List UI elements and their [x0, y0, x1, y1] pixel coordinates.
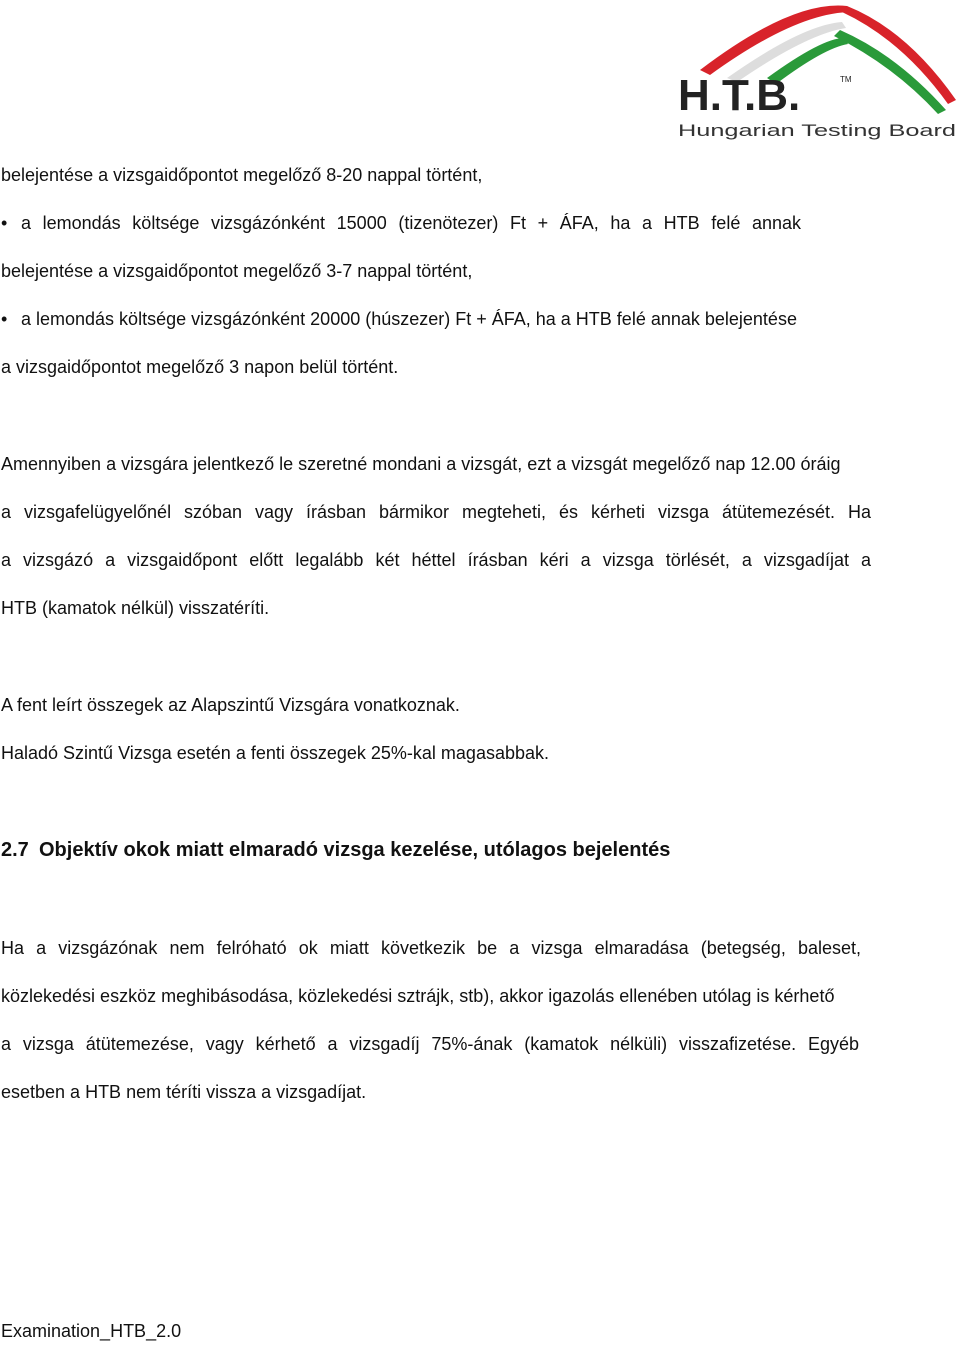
text-line: a vizsgaidőpontot megelőző 3 napon belül történt.	[1, 357, 399, 377]
bullet-icon: •	[1, 309, 8, 329]
page-footer: Examination_HTB_2.0	[1, 1321, 182, 1341]
text-line: belejentése a vizsgaidőpontot megelőző 3-7 nappal történt,	[1, 261, 473, 281]
paragraph-line: a vizsgafelügyelőnél szóban vagy írásban bármikor megteheti, és kérheti vizsga átütemezését. Ha	[1, 502, 871, 522]
section-heading	[1, 839, 670, 861]
list-item-text: a lemondás költsége vizsgázónként 15000 (tizenötezer) Ft + ÁFA, ha a HTB felé annak	[21, 213, 801, 233]
paragraph-line: HTB (kamatok nélkül) visszatéríti.	[1, 598, 270, 618]
bullet-icon: •	[1, 213, 8, 233]
list-item-text: a lemondás költsége vizsgázónként 20000 (húszezer) Ft + ÁFA, ha a HTB felé annak belejentése	[21, 309, 797, 329]
text-line: belejentése a vizsgaidőpontot megelőző 8-20 nappal történt,	[1, 165, 483, 185]
logo-subtitle: Hungarian Testing Board	[678, 121, 956, 140]
paragraph-line: A fent leírt összegek az Alapszintű Vizsgára vonatkoznak.	[1, 695, 460, 715]
htb-logo-graphic	[672, 0, 960, 145]
section-number: 2.7	[1, 839, 29, 861]
paragraph-line: Haladó Szintű Vizsga esetén a fenti összegek 25%-kal magasabbak.	[1, 743, 549, 763]
paragraph-line: közlekedési eszköz meghibásodása, közlekedési sztrájk, stb), akkor igazolás ellenében utólag is kérhető	[1, 986, 835, 1006]
list-item	[1, 212, 801, 234]
paragraph-line: Amennyiben a vizsgára jelentkező le szeretné mondani a vizsgát, ezt a vizsgát megelőző nap 12.00 óráig	[1, 454, 841, 474]
section-title: Objektív okok miatt elmaradó vizsga kezelése, utólagos bejelentés	[39, 839, 671, 861]
paragraph-line: a vizsgázó a vizsgaidőpont előtt legalább két héttel írásban kéri a vizsga törlését, a vizsgadíjat a	[1, 550, 871, 570]
logo-text: H.T.B.	[678, 71, 801, 120]
red-arc-icon	[842, 6, 956, 104]
paragraph-line: a vizsga átütemezése, vagy kérhető a vizsgadíj 75%-ának (kamatok nélküli) visszafizetése. Egyéb	[1, 1034, 859, 1054]
paragraph-line: Ha a vizsgázónak nem felróható ok miatt következik be a vizsga elmaradása (betegség, baleset,	[1, 938, 861, 958]
htb-logo	[672, 0, 960, 145]
list-item	[1, 308, 797, 330]
red-swoosh-icon	[700, 6, 852, 75]
logo-tm: TM	[840, 75, 852, 84]
paragraph-line: esetben a HTB nem téríti vissza a vizsgadíjat.	[1, 1082, 367, 1102]
